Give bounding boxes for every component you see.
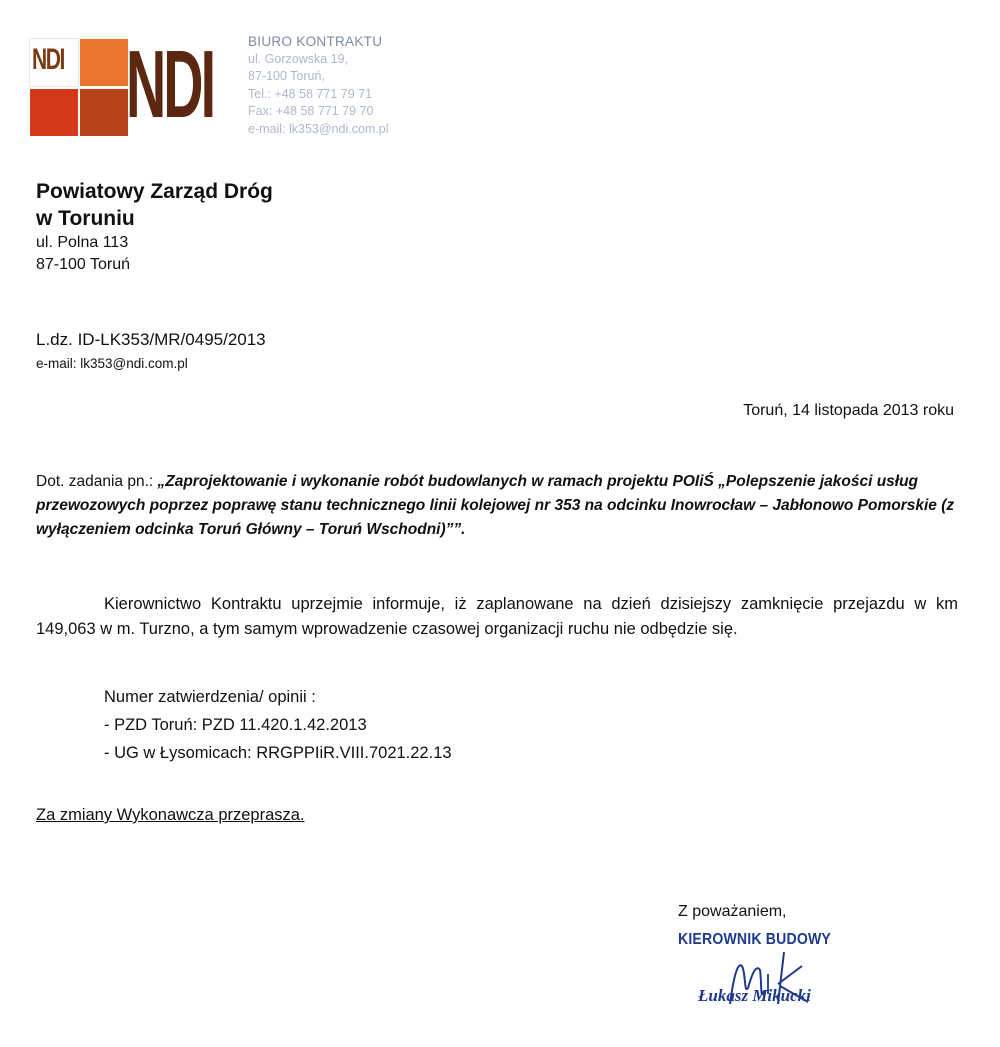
reference-number: L.dz. ID-LK353/MR/0495/2013	[36, 330, 266, 349]
recipient-name-line2: w Toruniu	[36, 207, 135, 230]
approval-label: Numer zatwierdzenia/ opinii :	[104, 688, 316, 706]
body-paragraph: Kierownictwo Kontraktu uprzejmie informuje, iż zaplanowane na dzień dzisiejszy zamknięcie przejazdu w km 149,063 w m. Turzno, a tym samym wprowadzenie czasowej organizacji ruchu nie odbędzie się.	[36, 595, 958, 638]
approval-item-pzd: - PZD Toruń: PZD 11.420.1.42.2013	[104, 716, 367, 734]
sender-contact-block	[248, 33, 389, 138]
closing-greeting: Z poważaniem,	[678, 903, 787, 920]
subject-line	[36, 470, 958, 542]
sender-office-title: BIURO KONTRAKTU	[248, 34, 383, 49]
sender-address-city: 87-100 Toruń,	[248, 69, 325, 83]
logo-text-big: NDI	[126, 31, 214, 138]
sender-phone: Tel.: +48 58 771 79 71	[248, 86, 373, 101]
company-logo	[30, 31, 214, 138]
sender-address-street: ul. Gorzowska 19,	[248, 51, 349, 66]
logo-text-small: NDI	[32, 43, 64, 76]
body-paragraph-wrapper	[36, 592, 958, 642]
recipient-city: 87-100 Toruń	[36, 256, 130, 273]
sender-email: e-mail: lk353@ndi.com.pl	[248, 121, 389, 136]
reference-email: e-mail: lk353@ndi.com.pl	[36, 356, 188, 371]
apology-note: Za zmiany Wykonawcza przeprasza.	[36, 806, 305, 824]
signer-name-stamp: Łukasz Mikucki	[698, 986, 811, 1005]
letter-date: Toruń, 14 listopada 2013 roku	[743, 402, 954, 419]
subject-prefix: Dot. zadania pn.:	[36, 473, 158, 490]
recipient-block	[36, 178, 273, 276]
subject-title: „Zaprojektowanie i wykonanie robót budowlanych w ramach projektu POIiŚ „Polepszenie jakości usług przewozowych poprzez poprawę stanu technicznego linii kolejowej nr 353 na odcinku Inowrocław – Jabłonowo Pomorskie (z wyłączeniem odcinka Toruń Główny – Toruń Wschodni)””.	[36, 473, 955, 538]
signer-title-stamp: KIEROWNIK BUDOWY	[678, 931, 831, 948]
recipient-name-line1: Powiatowy Zarząd Dróg	[36, 180, 273, 203]
sender-fax: Fax: +48 58 771 79 70	[248, 104, 374, 118]
logo-square-white	[30, 39, 78, 86]
logo-square-brown	[80, 89, 128, 136]
recipient-street: ul. Polna 113	[36, 234, 129, 251]
logo-square-orange	[80, 39, 128, 86]
approval-item-ug: - UG w Łysomicach: RRGPPIiR.VIII.7021.22.13	[104, 744, 452, 762]
logo-square-red	[30, 89, 78, 136]
